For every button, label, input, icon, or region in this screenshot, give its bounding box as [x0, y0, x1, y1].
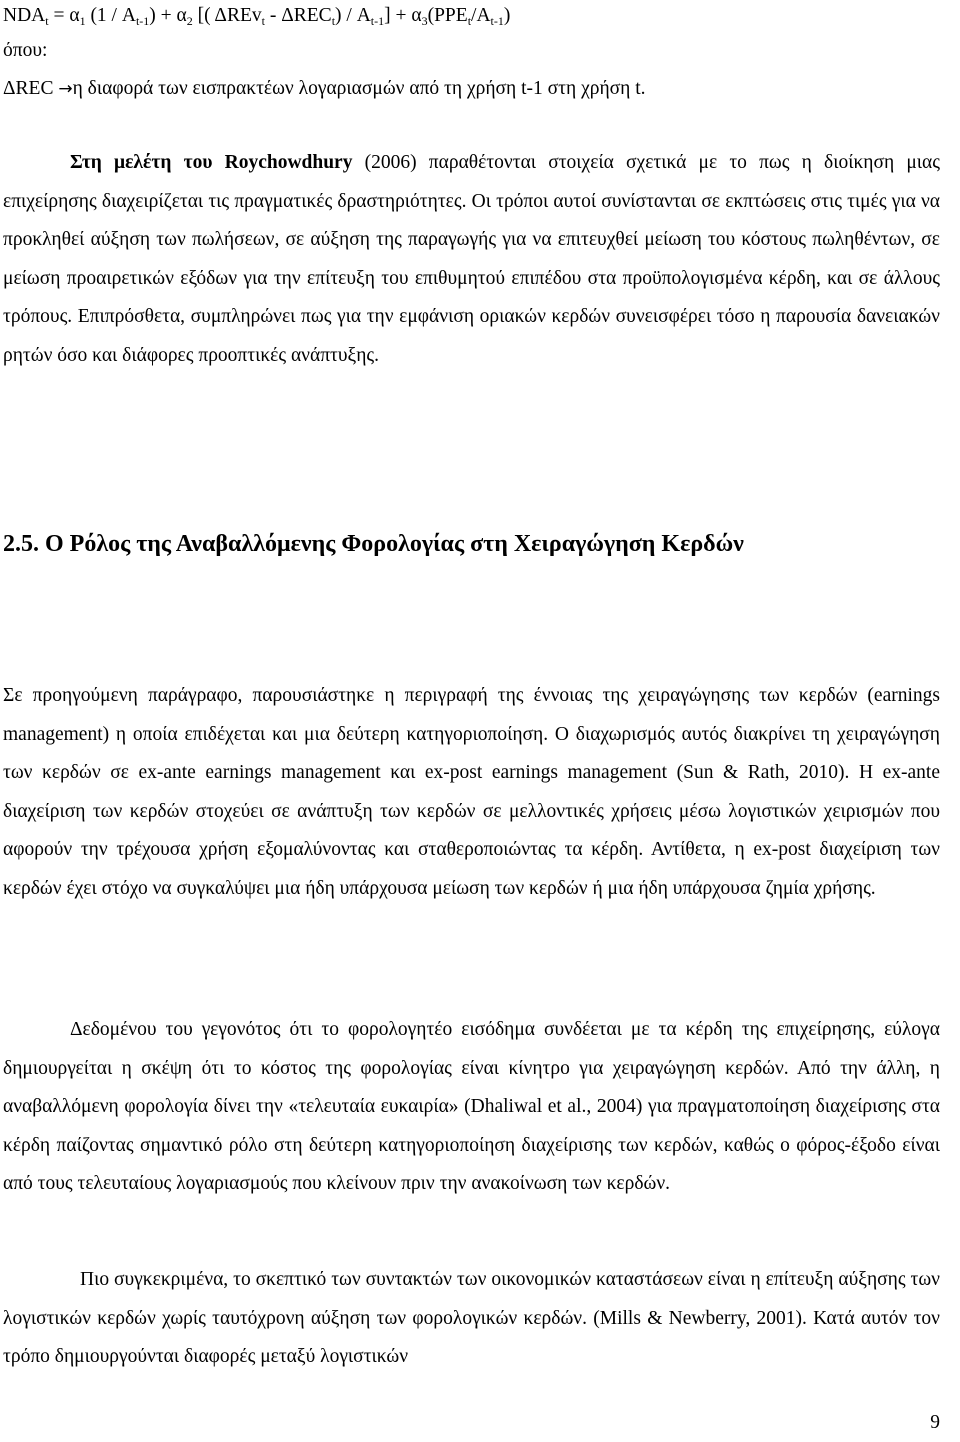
paragraph-roychowdhury: Στη μελέτη του Roychowdhury (2006) παραθέτονται στοιχεία σχετικά με το πως η διοίκηση μιας επιχείρησης διαχειρίζεται τις πραγματικές δραστηριότητες. Οι τρόποι αυτοί συνίστανται σε εκπτώσεις στις τιμές για να προκληθεί αύξηση των πωλήσεων, σε αύξηση της παραγωγής για να επιτευχθεί μείωση του κόστους πωληθέντων, σε μείωση προαιρετικών εξόδων για την επίτευξη του επιθυμητού επιπέδου στα προϋπολογισμένα κέρδη, και σε άλλους τρόπους. Επιπρόσθετα, συμπληρώνει πως για την εμφάνιση οριακών κερδών συνεισφέρει τόσο η παρουσία δανειακών ρητών όσο και διάφορες προοπτικές ανάπτυξης.: [3, 152, 940, 366]
where-label: όπου:: [3, 40, 48, 61]
rec-definition: [3, 78, 646, 100]
paragraph-earnings-management: Σε προηγούμενη παράγραφο, παρουσιάστηκε η περιγραφή της έννοιας της χειραγώγησης των κερδών (earnings management) η οποία επιδέχεται και μια δεύτερη κατηγοριοποίηση. Ο διαχωρισμός αυτός διακρίνει τη χειραγώγηση των κερδών σε ex-ante earnings management και ex-post earnings management (Sun & Rath, 2010). Η ex-ante διαχείριση των κερδών στοχεύει σε ανάπτυξη των κερδών σε μελλοντικές χρήσεις μέσω λογιστικών χειρισμών που αφορούν την τρέχουσα χρήση εξομαλύνοντας και σταθεροποιώντας τα κέρδη. Αντίθετα, η ex-post διαχείριση των κερδών έχει στόχο να συγκαλύψει μια ήδη υπάρχουσα μείωση των κερδών ή μια ήδη υπάρχουσα ζημία χρήσης.: [3, 685, 940, 899]
section-heading: 2.5. Ο Ρόλος της Αναβαλλόμενης Φορολογίας στη Χειραγώγηση Κερδών: [3, 531, 744, 557]
nda-formula: $NDA_t = \alpha_1$ $(1 / A_{t-1}) + \alpha_2$ [( $\Delta REv_t - \Delta REC_t) / A_{t-1}] + \alpha_3(PPE_t/A_{t-1})$: [3, 5, 511, 28]
rec-text: η διαφορά των εισπρακτέων λογαριασμών από τη χρήση t-1 στη χρήση t.: [72, 78, 646, 99]
paragraph-deferred-tax: Δεδομένου του γεγονότος ότι το φορολογητέο εισόδημα συνδέεται με τα κέρδη της επιχείρησης, εύλογα δημιουργείται η σκέψη ότι το κόστος της φορολογίας είναι κίνητρο για χειραγώγηση κερδών. Από την άλλη, η αναβαλλόμενη φορολογία δίνει την «τελευταία ευκαιρία» (Dhaliwal et al., 2004) για πραγματοποίηση διαχείρισης στα κέρδη παίζοντας σημαντικό ρόλο στη δεύτερη κατηγοριοποίηση διαχείρισης των κερδών, καθώς ο φόρος-έξοδο είναι από τους τελευταίους λογαριασμούς που κλείνουν πριν την ανακοίνωση των κερδών.: [3, 1019, 940, 1194]
rec-term: ΔREC: [3, 78, 59, 99]
paragraph-financial-statements: Πιο συγκεκριμένα, το σκεπτικό των συντακτών των οικονομικών καταστάσεων είναι η επίτευξη αύξησης των λογιστικών κερδών χωρίς ταυτόχρονη αύξηση των φορολογικών κερδών. (Mills & Newberry, 2001). Κατά αυτόν τον τρόπο δημιουργούνται διαφορές μεταξύ λογιστικών: [3, 1269, 940, 1367]
page-number: 9: [930, 1412, 940, 1433]
paragraph-lead: Στη μελέτη του Roychowdhury: [70, 152, 353, 173]
right-arrow-icon: →: [58, 79, 73, 99]
